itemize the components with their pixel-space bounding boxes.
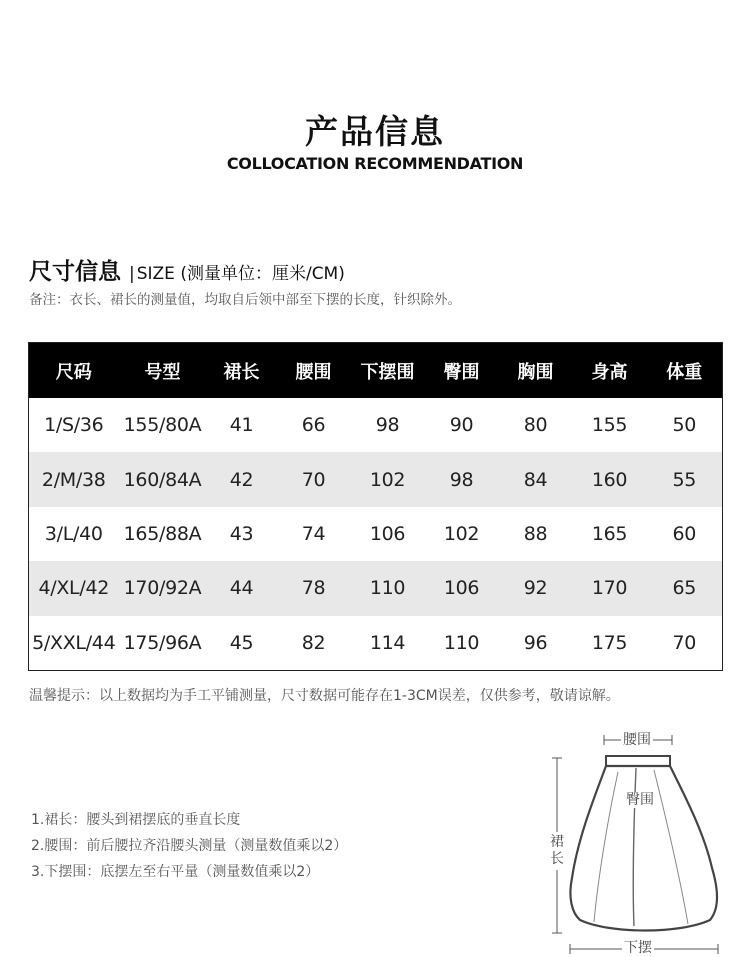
table-cell: 170/92A xyxy=(119,561,207,615)
skirt-diagram xyxy=(540,728,740,957)
table-cell: 106 xyxy=(425,561,499,615)
table-cell: 2/M/38 xyxy=(29,452,119,506)
table-cell: 92 xyxy=(499,561,573,615)
table-cell: 55 xyxy=(647,452,723,506)
header-height: 身高 xyxy=(573,343,647,399)
header-size: 尺码 xyxy=(29,343,119,399)
table-cell: 165/88A xyxy=(123,522,202,545)
table-row xyxy=(29,452,723,506)
header-hem: 下摆围 xyxy=(351,343,425,399)
table-cell: 160/84A xyxy=(119,452,207,506)
page-subtitle: COLLOCATION RECOMMENDATION xyxy=(226,154,524,173)
table-cell: 110 xyxy=(443,631,480,654)
table-cell: 98 xyxy=(375,414,400,437)
size-heading-unit: SIZE (测量单位：厘米/CM) xyxy=(136,264,345,284)
header-bust: 胸围 xyxy=(499,343,573,399)
table-cell: 60 xyxy=(672,522,697,545)
table-cell: 44 xyxy=(207,561,277,615)
header-model: 号型 xyxy=(119,343,207,399)
table-cell: 175 xyxy=(591,631,628,654)
size-table xyxy=(28,342,723,671)
table-cell: 65 xyxy=(647,561,723,615)
table-row xyxy=(29,398,723,452)
table-cell: 102 xyxy=(443,522,480,545)
header-hip: 臀围 xyxy=(425,343,499,399)
diagram-length-label: 裙长 xyxy=(549,832,565,870)
table-cell: 41 xyxy=(229,414,254,437)
diagram-hem-label: 下摆 xyxy=(624,940,652,956)
table-cell: 98 xyxy=(425,452,499,506)
skirt-outline-graphic xyxy=(540,728,740,957)
header-weight: 体重 xyxy=(647,343,723,399)
table-row xyxy=(29,507,723,561)
diagram-hip-label: 臀围 xyxy=(626,792,654,808)
table-cell: 50 xyxy=(672,414,697,437)
table-cell: 43 xyxy=(229,522,254,545)
table-cell: 96 xyxy=(523,631,548,654)
table-cell: 90 xyxy=(449,414,474,437)
table-cell: 3/L/40 xyxy=(44,522,103,545)
table-row xyxy=(29,616,723,671)
table-cell: 155/80A xyxy=(123,414,202,437)
table-cell: 80 xyxy=(523,414,548,437)
table-cell: 82 xyxy=(301,631,326,654)
table-cell: 70 xyxy=(277,452,351,506)
table-cell: 88 xyxy=(523,522,548,545)
table-cell: 70 xyxy=(672,631,697,654)
table-header-row xyxy=(29,343,723,399)
table-row xyxy=(29,561,723,615)
measurement-item: 3.下摆围：底摆左至右平量（测量数值乘以2） xyxy=(31,864,320,880)
measurement-note: 备注：衣长、裙长的测量值，均取自后领中部至下摆的长度，针织除外。 xyxy=(29,292,461,308)
page-title: 产品信息 xyxy=(305,112,445,151)
table-cell: 45 xyxy=(229,631,254,654)
size-heading xyxy=(29,253,345,286)
size-heading-separator: | xyxy=(129,264,135,284)
table-cell: 114 xyxy=(369,631,406,654)
table-cell: 78 xyxy=(277,561,351,615)
measurement-item: 2.腰围：前后腰拉齐沿腰头测量（测量数值乘以2） xyxy=(31,838,348,854)
measurement-list xyxy=(31,807,347,885)
header-waist: 腰围 xyxy=(277,343,351,399)
table-cell: 175/96A xyxy=(123,631,202,654)
table-cell: 170 xyxy=(573,561,647,615)
table-cell: 42 xyxy=(207,452,277,506)
header-skirt-length: 裙长 xyxy=(207,343,277,399)
table-cell: 106 xyxy=(369,522,406,545)
table-cell: 4/XL/42 xyxy=(29,561,119,615)
table-cell: 155 xyxy=(591,414,628,437)
table-cell: 165 xyxy=(591,522,628,545)
table-cell: 5/XXL/44 xyxy=(32,631,116,654)
table-cell: 74 xyxy=(301,522,326,545)
table-cell: 110 xyxy=(351,561,425,615)
tip-text: 温馨提示：以上数据均为手工平铺测量，尺寸数据可能存在1-3CM误差，仅供参考，敬请谅解。 xyxy=(29,688,620,704)
size-heading-label: 尺寸信息 xyxy=(29,259,121,285)
diagram-waist-label: 腰围 xyxy=(623,732,651,748)
table-cell: 160 xyxy=(573,452,647,506)
measurement-item: 1.裙长：腰头到裙摆底的垂直长度 xyxy=(31,812,241,828)
table-cell: 102 xyxy=(351,452,425,506)
table-cell: 66 xyxy=(301,414,326,437)
table-cell: 1/S/36 xyxy=(44,414,104,437)
table-cell: 84 xyxy=(499,452,573,506)
